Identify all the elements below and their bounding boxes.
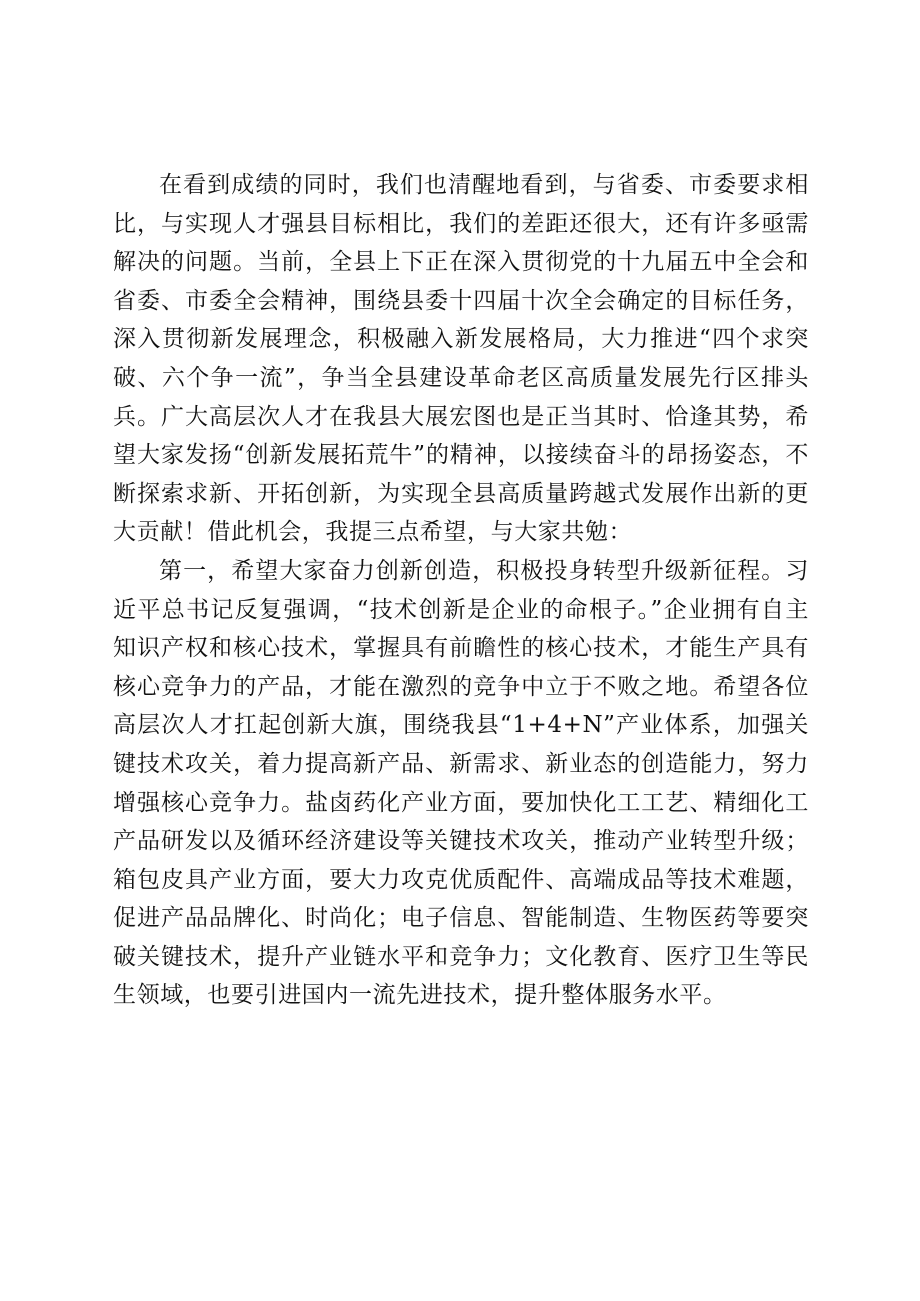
paragraph-2: 第一，希望大家奋力创新创造，积极投身转型升级新征程。习近平总书记反复强调，“技术创新是企业的命根子。”企业拥有自主知识产权和核心技术，掌握具有前瞻性的核心技术，才能生产具有核心竞争力的产品，才能在激烈的竞争中立于不败之地。希望各位高层次人才扛起创新大旗，围绕我县“1+4+N”产业体系，加强关键技术攻关，着力提高新产品、新需求、新业态的创造能力，努力增强核心竞争力。盐卤药化产业方面，要加快化工工艺、精细化工产品研发以及循环经济建设等关键技术攻关，推动产业转型升级；箱包皮具产业方面，要大力攻克优质配件、高端成品等技术难题，促进产品品牌化、时尚化；电子信息、智能制造、生物医药等要突破关键技术，提升产业链水平和竞争力；文化教育、医疗卫生等民生领域，也要引进国内一流先进技术，提升整体服务水平。 bbox=[113, 557, 809, 1009]
paragraph-1: 在看到成绩的同时，我们也清醒地看到，与省委、市委要求相比，与实现人才强县目标相比，我们的差距还很大，还有许多亟需解决的问题。当前，全县上下正在深入贯彻党的十九届五中全会和省委、市委全会精神，围绕县委十四届十次全会确定的目标任务，深入贯彻新发展理念，积极融入新发展格局，大力推进“四个求突破、六个争一流”，争当全县建设革命老区高质量发展先行区排头兵。广大高层次人才在我县大展宏图也是正当其时、恰逢其势，希望大家发扬“创新发展拓荒牛”的精神，以接续奋斗的昂扬姿态，不断探索求新、开拓创新，为实现全县高质量跨越式发展作出新的更大贡献！借此机会，我提三点希望，与大家共勉： bbox=[113, 172, 809, 546]
document-body bbox=[113, 166, 809, 1015]
